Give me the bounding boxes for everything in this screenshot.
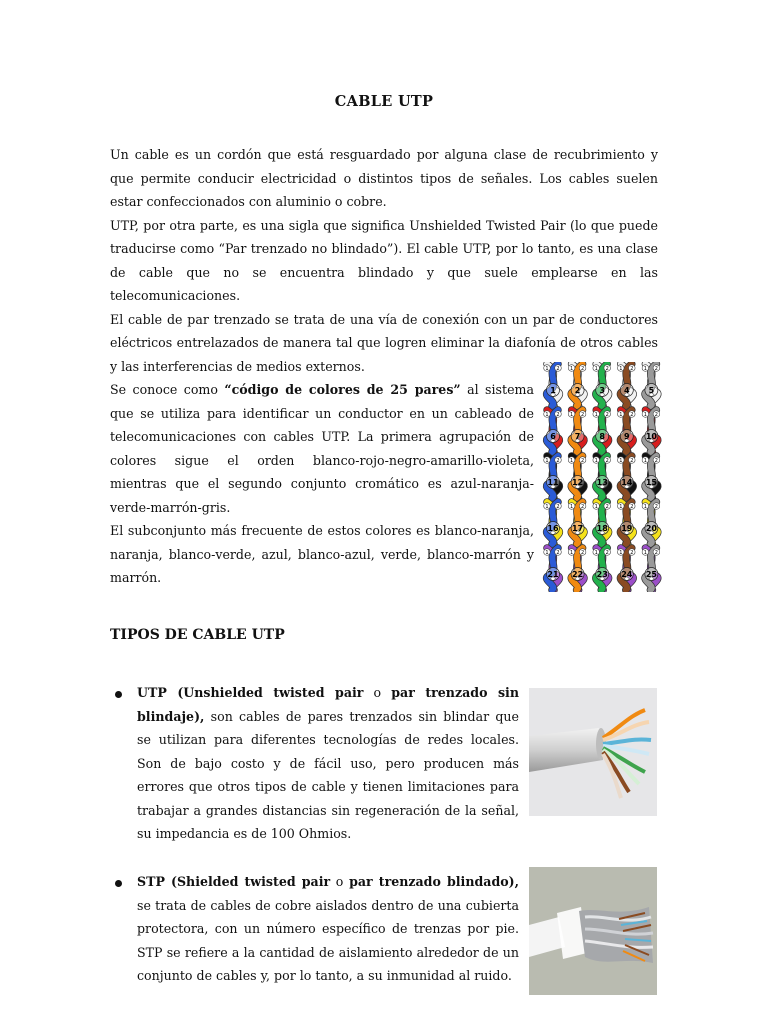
- sub-label-1: 1: [570, 366, 574, 373]
- color-pair-4: [618, 364, 636, 406]
- color-pair-9: [618, 410, 636, 452]
- sub-label-2: 2: [654, 550, 658, 557]
- sub-label-1: 1: [619, 504, 623, 511]
- pair-number: 15: [645, 478, 657, 487]
- pair-number: 12: [572, 478, 584, 487]
- sub-label-1: 1: [619, 366, 623, 373]
- type-utp-close: ),: [194, 708, 205, 724]
- page-title: CABLE UTP: [334, 93, 434, 110]
- pair-number: 14: [621, 478, 633, 487]
- intro-paragraph-1: Un cable es un cordón que está resguardado por alguna clase de recubrimiento y que permite conducir electricidad o distintos tipos de señales. Los cables suelen estar confeccionados con aluminio o cobre.: [110, 147, 658, 209]
- color-code-term: “código de colores de 25 pares”: [224, 382, 461, 397]
- pair-number: 10: [645, 432, 657, 441]
- intro-paragraph-2: UTP, por otra parte, es una sigla que significa Unshielded Twisted Pair (lo que puede traducirse como “Par trenzado no blindado”). El cable UTP, por lo tanto, es una clase de cable que no se encuentra blindado y que suele emplearse en las telecomunicaciones.: [110, 217, 658, 303]
- sub-label-2: 2: [630, 412, 634, 419]
- color-pair-22: [568, 548, 586, 590]
- sub-label-2: 2: [630, 458, 634, 465]
- pair-number: 18: [596, 524, 608, 533]
- pair-number: 8: [599, 432, 605, 441]
- sub-label-1: 1: [545, 550, 549, 557]
- sub-label-1: 1: [643, 458, 647, 465]
- pair-number: 16: [547, 524, 559, 533]
- pair-number: 20: [645, 524, 657, 533]
- sub-label-2: 2: [556, 504, 560, 511]
- bullet-icon: [115, 880, 122, 887]
- pair-number: 19: [621, 524, 633, 533]
- type-stp-separator: o: [330, 874, 350, 889]
- sub-label-2: 2: [605, 412, 609, 419]
- pair-number: 22: [572, 570, 584, 579]
- sub-label-1: 1: [619, 458, 623, 465]
- color-pair-19: [618, 502, 636, 544]
- pair-number: 23: [596, 570, 608, 579]
- sub-label-1: 1: [643, 366, 647, 373]
- pair-number: 21: [547, 570, 559, 579]
- stp-cable-photo: [529, 867, 657, 995]
- sub-label-2: 2: [605, 504, 609, 511]
- color-pair-12: [568, 456, 586, 498]
- color-pair-5: [642, 364, 660, 406]
- pair-number: 13: [596, 478, 608, 487]
- color-pair-21: [544, 548, 562, 590]
- pair-number: 6: [550, 432, 556, 441]
- color-pair-2: [568, 364, 586, 406]
- sub-label-1: 1: [570, 504, 574, 511]
- sub-label-1: 1: [570, 458, 574, 465]
- sub-label-2: 2: [581, 550, 585, 557]
- color-pair-10: [642, 410, 660, 452]
- sub-label-2: 2: [630, 366, 634, 373]
- sub-label-1: 1: [643, 550, 647, 557]
- section-title: TIPOS DE CABLE UTP: [110, 627, 285, 643]
- color-code-section: [110, 378, 534, 590]
- sub-label-2: 2: [630, 504, 634, 511]
- sub-label-1: 1: [545, 504, 549, 511]
- utp-cable-photo: [529, 688, 657, 816]
- sub-label-2: 2: [654, 458, 658, 465]
- color-pair-7: [568, 410, 586, 452]
- color-pair-8: [593, 410, 611, 452]
- color-pair-16: [544, 502, 562, 544]
- intro-section: [110, 143, 658, 378]
- pair-number: 24: [621, 570, 633, 579]
- color-pair-23: [593, 548, 611, 590]
- pair-number: 1: [550, 386, 556, 395]
- sub-label-2: 2: [556, 458, 560, 465]
- sub-label-1: 1: [545, 366, 549, 373]
- color-pair-17: [568, 502, 586, 544]
- pair-number: 9: [624, 432, 630, 441]
- sub-label-2: 2: [581, 366, 585, 373]
- color-pair-1: [544, 364, 562, 406]
- pair-number: 3: [599, 386, 605, 395]
- type-stp-description: se trata de cables de cobre aislados dentro de una cubierta protectora, con un número específico de trenzas por pie. STP se refiere a la cantidad de aislamiento alrededor de un conjunto de cables y, por lo tanto, a su inmunidad al ruido.: [137, 897, 519, 983]
- type-utp-separator: o: [363, 685, 392, 700]
- color-pair-11: [544, 456, 562, 498]
- color-pair-14: [618, 456, 636, 498]
- color-pair-20: [642, 502, 660, 544]
- sub-label-2: 2: [581, 412, 585, 419]
- sub-label-2: 2: [605, 366, 609, 373]
- type-stp-name: STP (Shielded twisted pair: [137, 874, 331, 889]
- pair-number: 7: [574, 432, 581, 441]
- sub-label-2: 2: [654, 366, 658, 373]
- type-utp-description: son cables de pares trenzados sin blindar que se utilizan para diferentes tecnologías de redes locales. Son de bajo costo y de fácil uso, pero producen más errores que otros tipos de cable y tienen limitaciones para trabajar a grandes distancias sin regeneración de la señal, su impedancia es de 100 Ohmios.: [137, 708, 519, 841]
- sub-label-1: 1: [643, 412, 647, 419]
- sub-label-1: 1: [570, 412, 574, 419]
- pair-number: 25: [645, 570, 657, 579]
- pair-number: 17: [572, 524, 584, 533]
- sub-label-2: 2: [556, 412, 560, 419]
- pair-number: 4: [624, 386, 630, 395]
- color-pair-25: [642, 548, 660, 590]
- sub-label-1: 1: [545, 458, 549, 465]
- pair-color-code-image: [540, 362, 664, 592]
- sub-label-2: 2: [654, 412, 658, 419]
- sub-label-1: 1: [594, 366, 598, 373]
- pair-number: 2: [574, 386, 581, 395]
- pair-number: 11: [547, 478, 559, 487]
- sub-label-1: 1: [594, 504, 598, 511]
- sub-label-1: 1: [594, 458, 598, 465]
- color-pair-24: [618, 548, 636, 590]
- pair-number: 5: [648, 386, 655, 395]
- type-utp-translation: par trenzado sin blindaje: [137, 685, 519, 724]
- color-pair-13: [593, 456, 611, 498]
- sub-label-1: 1: [619, 550, 623, 557]
- intro-paragraph-3: El cable de par trenzado se trata de una vía de conexión con un par de conductores eléctricos entrelazados de manera tal que logren eliminar la diafonía de otros cables y las interferencias de medios externos.: [110, 311, 658, 374]
- sub-label-1: 1: [570, 550, 574, 557]
- sub-label-2: 2: [654, 504, 658, 511]
- sub-label-1: 1: [643, 504, 647, 511]
- color-pair-18: [593, 502, 611, 544]
- type-utp-item: [137, 681, 519, 846]
- type-utp-name: UTP (Unshielded twisted pair: [137, 685, 364, 700]
- sub-label-2: 2: [581, 504, 585, 511]
- sub-label-1: 1: [594, 412, 598, 419]
- sub-label-1: 1: [619, 412, 623, 419]
- color-code-paragraph-1: [110, 378, 534, 519]
- color-code-description: al sistema que se utiliza para identificar un conductor en un cableado de telecomunicaciones con cables UTP. La primera agrupación de colores sigue el orden blanco-rojo-negro-amarillo-violeta, mientras que el segundo conjunto cromático es azul-naranja-verde-marrón-gris.: [110, 382, 534, 515]
- color-pair-15: [642, 456, 660, 498]
- type-stp-close: ),: [508, 874, 519, 889]
- sub-label-1: 1: [594, 550, 598, 557]
- sub-label-2: 2: [605, 458, 609, 465]
- sub-label-2: 2: [630, 550, 634, 557]
- sub-label-1: 1: [545, 412, 549, 419]
- color-pair-6: [544, 410, 562, 452]
- type-stp-item: [137, 870, 519, 988]
- color-pair-3: [593, 364, 611, 406]
- sub-label-2: 2: [556, 366, 560, 373]
- bullet-icon: [115, 691, 122, 698]
- sub-label-2: 2: [556, 550, 560, 557]
- sub-label-2: 2: [605, 550, 609, 557]
- color-code-paragraph-2: El subconjunto más frecuente de estos colores es blanco-naranja, naranja, blanco-verde, azul, blanco-azul, verde, blanco-marrón y marrón.: [110, 523, 534, 585]
- color-code-lead: Se conoce como: [110, 382, 225, 397]
- type-stp-translation: par trenzado blindado: [349, 874, 509, 889]
- sub-label-2: 2: [581, 458, 585, 465]
